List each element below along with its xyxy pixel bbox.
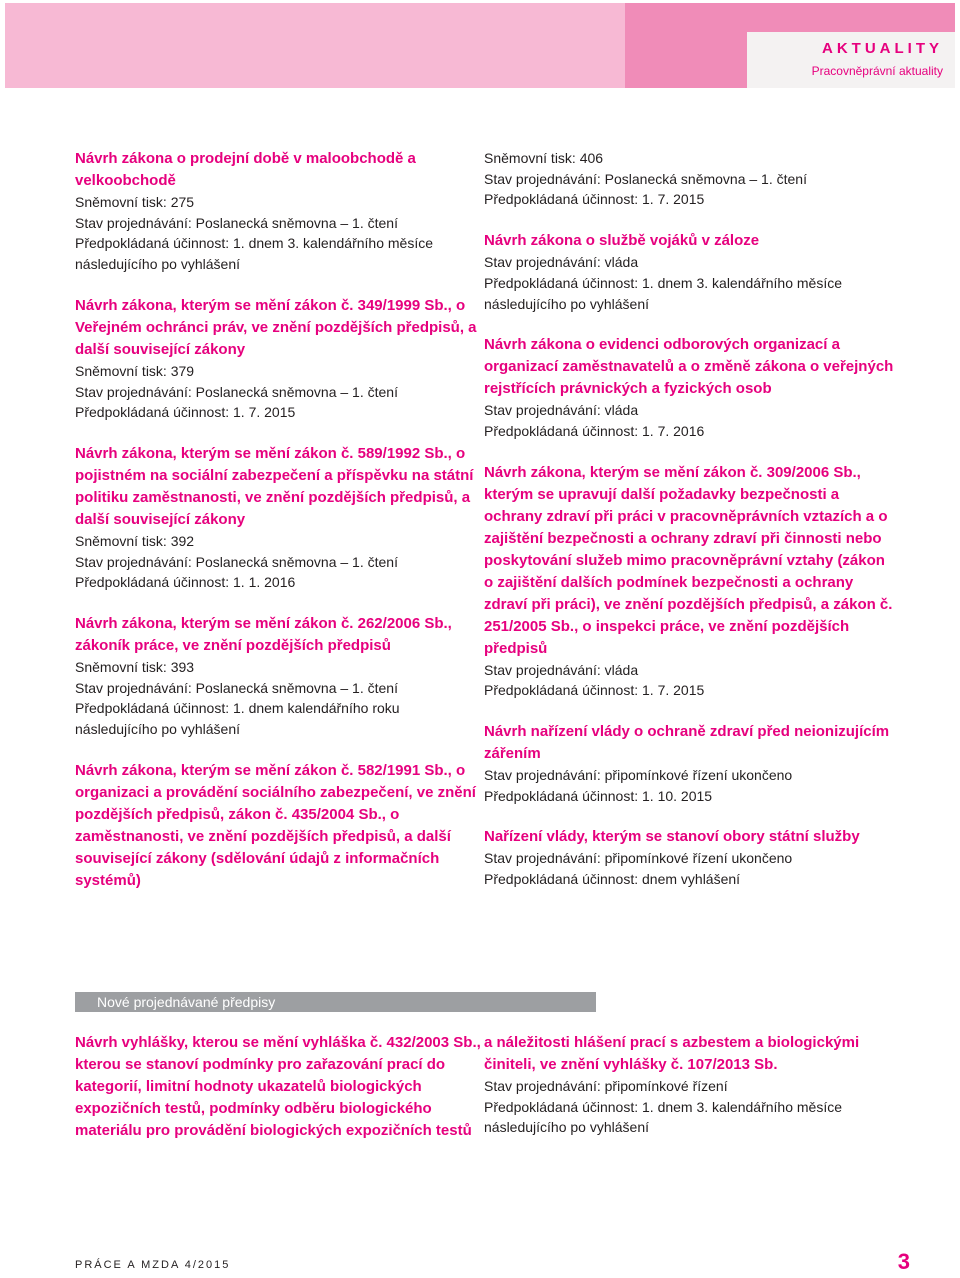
header-band xyxy=(5,0,955,88)
item-line: Sněmovní tisk: 406 xyxy=(484,150,604,166)
section-subtitle: Pracovněprávní aktuality xyxy=(811,64,943,78)
item-line: Stav projednávání: připomínkové řízení ukončeno xyxy=(484,767,793,784)
item-line: Sněmovní tisk: 275 xyxy=(75,194,195,210)
item-line: Stav projednávání: Poslanecká sněmovna – 1. čtení xyxy=(75,553,398,570)
item-line: Sněmovní tisk: 393 xyxy=(75,659,195,676)
item-line: Předpokládaná účinnost: dnem vyhlášení xyxy=(484,871,741,888)
item-line: Stav projednávání: Poslanecká sněmovna – 1. čtení xyxy=(75,214,398,231)
item-line: Předpokládaná účinnost: 1. 10. 2015 xyxy=(484,787,713,804)
legislation-item xyxy=(75,148,485,275)
item-title: Návrh zákona, kterým se mění zákon č. 349/1999 Sb., o Veřejném ochránci práv, ve znění pozdějších předpisů, a další související zákony xyxy=(75,296,477,358)
item-title: Návrh zákona, kterým se mění zákon č. 262/2006 Sb., zákoník práce, ve znění pozdějších předpisů xyxy=(75,615,452,655)
new-regulations-bar xyxy=(75,992,596,1012)
item-line: Stav projednávání: Poslanecká sněmovna – 1. čtení xyxy=(75,679,398,696)
legislation-item xyxy=(75,295,485,423)
item-line: Stav projednávání: Poslanecká sněmovna – 1. čtení xyxy=(75,383,398,400)
item-line: Stav projednávání: připomínkové řízení ukončeno xyxy=(484,850,793,867)
header-band-light xyxy=(5,3,625,88)
item-title: Návrh zákona, kterým se mění zákon č. 582/1991 Sb., o organizaci a provádění sociálního zabezpečení, ve znění pozdějších předpisů, zákon č. 435/2004 Sb., o zaměstnanosti, ve znění pozdějších předpisů, a další související zákony (sdělování údajů z informačních systémů) xyxy=(75,761,476,889)
item-title: Návrh zákona o službě vojáků v záloze xyxy=(484,232,760,250)
legislation-item xyxy=(75,613,485,740)
item-title: Návrh vyhlášky, kterou se mění vyhláška č. 432/2003 Sb., kterou se stanoví podmínky pro zařazování prací do kategorií, limitní hodnoty ukazatelů biologických expozičních testů, podmínky odběru biologického materiálu pro provádění biologických expozičních testů xyxy=(75,1034,481,1139)
item-title: Návrh zákona, kterým se mění zákon č. 309/2006 Sb., kterým se upravují další požadavky bezpečnosti a ochrany zdraví při práci v pracovněprávních vztazích a o zajištění bezpečnosti a ochrany zdraví při činnosti nebo poskytování služeb mimo pracovněprávní vztahy (zákon o zajištění dalších podmínek bezpečnosti a ochrany zdraví při práci), ve znění pozdějších předpisů, a zákon č. 251/2005 Sb., o inspekci práce, ve znění pozdějších předpisů xyxy=(484,463,893,657)
legislation-item xyxy=(484,721,894,806)
item-line: Předpokládaná účinnost: 1. dnem 3. kalendářního měsíce následujícího po vyhlášení xyxy=(484,274,843,312)
item-title: Nařízení vlády, kterým se stanoví obory státní služby xyxy=(484,828,860,846)
item-line: Sněmovní tisk: 392 xyxy=(75,532,195,549)
left-column xyxy=(75,148,485,912)
continuation-block xyxy=(484,148,894,210)
new-regulations-label: Nové projednávané předpisy xyxy=(97,994,276,1010)
item-title: Návrh nařízení vlády o ochraně zdraví před neionizujícím zářením xyxy=(484,723,890,763)
right-column xyxy=(484,148,894,910)
item-line: Stav projednávání: vláda xyxy=(484,402,639,419)
item-line: Předpokládaná účinnost: 1. 1. 2016 xyxy=(75,574,296,591)
legislation-item xyxy=(484,462,894,701)
legislation-item xyxy=(484,334,894,441)
bottom-right-column xyxy=(484,1032,894,1138)
section-label-card xyxy=(747,32,955,88)
legislation-item xyxy=(484,230,894,314)
journal-footer: PRÁCE A MZDA 4/2015 xyxy=(75,1259,231,1271)
item-title: Návrh zákona, kterým se mění zákon č. 589/1992 Sb., o pojistném na sociální zabezpečení a příspěvku na státní politiku zaměstnanosti, ve znění pozdějších předpisů, a další související zákony xyxy=(75,444,474,528)
item-line: Předpokládaná účinnost: 1. 7. 2015 xyxy=(484,682,705,699)
item-title: Návrh zákona o evidenci odborových organizací a organizací zaměstnavatelů a o změně zákona o veřejných rejstřících právnických a fyzických osob xyxy=(484,336,894,398)
bottom-left-column xyxy=(75,1032,485,1142)
item-line: Předpokládaná účinnost: 1. dnem 3. kalendářního měsíce následujícího po vyhlášení xyxy=(484,1098,843,1136)
item-title: a náležitosti hlášení prací s azbestem a biologickými činiteli, ve znění vyhlášky č. 107/2013 Sb. xyxy=(484,1034,860,1073)
legislation-item xyxy=(75,443,485,593)
item-line: Předpokládaná účinnost: 1. 7. 2015 xyxy=(75,404,296,421)
item-line: Stav projednávání: vláda xyxy=(484,661,639,678)
item-line: Předpokládaná účinnost: 1. 7. 2016 xyxy=(484,422,705,439)
item-title: Návrh zákona o prodejní době v maloobchodě a velkoobchodě xyxy=(75,150,416,189)
section-title: AKTUALITY xyxy=(822,40,943,57)
item-line: Stav projednávání: připomínkové řízení xyxy=(484,1078,728,1094)
item-line: Předpokládaná účinnost: 1. 7. 2015 xyxy=(484,191,705,208)
legislation-item xyxy=(484,826,894,889)
page-number: 3 xyxy=(897,1249,910,1274)
item-line: Stav projednávání: Poslanecká sněmovna – 1. čtení xyxy=(484,170,807,187)
item-line: Předpokládaná účinnost: 1. dnem kalendářního roku následujícího po vyhlášení xyxy=(75,700,400,738)
legislation-item xyxy=(75,760,485,892)
item-line: Předpokládaná účinnost: 1. dnem 3. kalendářního měsíce následujícího po vyhlášení xyxy=(75,235,434,273)
item-line: Sněmovní tisk: 379 xyxy=(75,362,195,379)
item-line: Stav projednávání: vláda xyxy=(484,254,639,271)
